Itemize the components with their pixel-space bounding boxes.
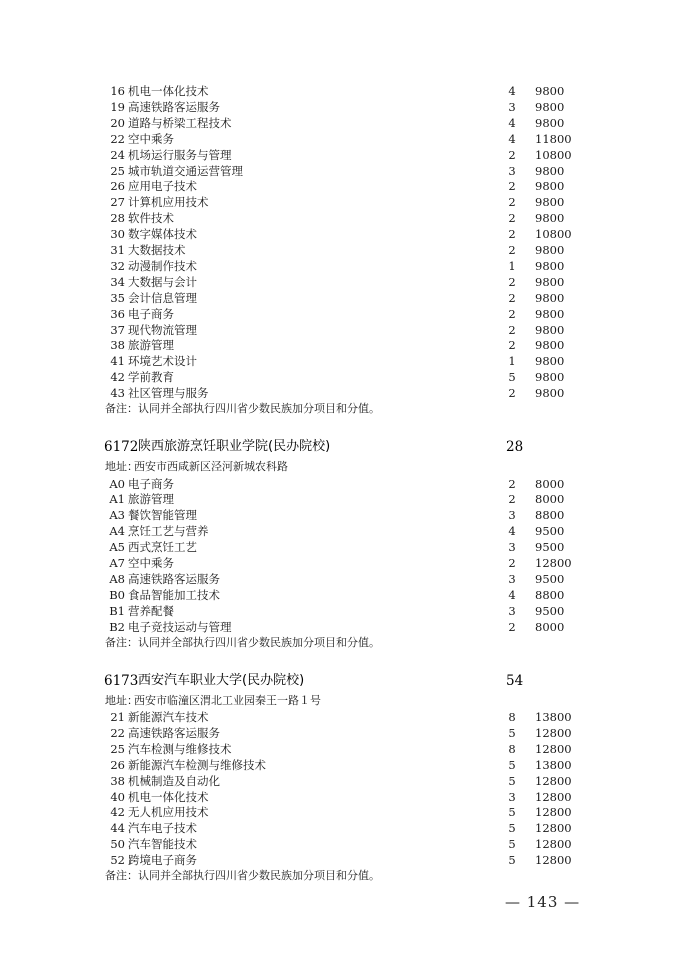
major-name: 空中乘务 xyxy=(128,556,174,570)
major-row xyxy=(0,258,680,274)
major-name: 旅游管理 xyxy=(128,492,174,507)
major-code: A7 xyxy=(109,556,125,570)
section-header xyxy=(0,671,680,691)
enrollment-count: 5 xyxy=(508,821,516,836)
major-name: 新能源汽车技术 xyxy=(128,710,209,724)
address-value: 西安市临潼区渭北工业园秦王一路１号 xyxy=(134,693,321,707)
tuition-fee: 11800 xyxy=(535,131,572,146)
major-code: 16 xyxy=(110,84,125,98)
tuition-fee: 9800 xyxy=(535,163,565,178)
major-name: 软件技术 xyxy=(128,211,174,226)
tuition-fee: 12800 xyxy=(535,853,572,868)
enrollment-count: 4 xyxy=(508,524,516,539)
tuition-fee: 8000 xyxy=(535,476,565,491)
major-name: 电子商务 xyxy=(128,476,174,491)
major-name: 跨境电子商务 xyxy=(128,853,197,868)
school-code: 6172 xyxy=(104,439,139,455)
major-code: 22 xyxy=(110,131,125,146)
major-row xyxy=(0,820,680,836)
tuition-fee: 9500 xyxy=(535,571,565,586)
school-address xyxy=(0,459,680,475)
major-row xyxy=(0,353,680,369)
section-note xyxy=(0,868,680,884)
major-name: 高速铁路客运服务 xyxy=(128,99,220,114)
major-name: 餐饮智能管理 xyxy=(128,508,197,523)
major-row xyxy=(0,804,680,820)
enrollment-count: 2 xyxy=(508,338,516,353)
school-code: 6173 xyxy=(104,672,139,689)
major-row xyxy=(0,773,680,789)
major-code: B0 xyxy=(109,587,125,602)
enrollment-count: 2 xyxy=(508,619,516,634)
enrollment-count: 3 xyxy=(508,603,516,618)
major-code: 22 xyxy=(110,725,125,740)
major-code: A4 xyxy=(109,524,125,539)
tuition-fee: 12800 xyxy=(535,789,572,804)
address-label: 地址： xyxy=(105,460,138,473)
major-row xyxy=(0,507,680,523)
major-code: 50 xyxy=(110,837,125,852)
major-name: 社区管理与服务 xyxy=(128,386,209,401)
major-row xyxy=(0,178,680,194)
page-number: — 143 — xyxy=(505,893,581,911)
major-name: 烹饪工艺与营养 xyxy=(128,524,209,539)
enrollment-count: 2 xyxy=(508,227,516,242)
major-name: 会计信息管理 xyxy=(128,290,197,305)
enrollment-count: 3 xyxy=(508,163,516,178)
enrollment-count: 2 xyxy=(508,274,516,289)
major-code: 32 xyxy=(110,258,125,273)
major-code: 36 xyxy=(110,306,125,321)
major-code: 21 xyxy=(110,710,125,724)
major-name: 空中乘务 xyxy=(128,131,174,146)
school-address xyxy=(0,693,680,709)
major-code: A8 xyxy=(109,571,125,586)
major-row xyxy=(0,83,680,99)
enrollment-count: 5 xyxy=(508,805,516,820)
major-code: 25 xyxy=(110,741,125,756)
major-code: 38 xyxy=(110,338,125,353)
major-row xyxy=(0,369,680,385)
major-row xyxy=(0,741,680,757)
major-code: A1 xyxy=(109,492,125,507)
major-name: 大数据与会计 xyxy=(128,274,197,289)
major-name: 高速铁路客运服务 xyxy=(128,571,220,586)
tuition-fee: 8800 xyxy=(535,587,565,602)
tuition-fee: 12800 xyxy=(535,821,572,836)
major-code: 34 xyxy=(110,274,125,289)
major-row xyxy=(0,306,680,322)
enrollment-count: 2 xyxy=(508,492,516,507)
enrollment-count: 5 xyxy=(508,370,516,385)
major-code: A3 xyxy=(109,508,125,523)
major-row xyxy=(0,322,680,338)
major-row xyxy=(0,709,680,725)
major-code: 26 xyxy=(110,757,125,772)
tuition-fee: 9500 xyxy=(535,524,565,539)
enrollment-count: 2 xyxy=(508,243,516,257)
tuition-fee: 9500 xyxy=(535,603,565,618)
major-name: 机场运行服务与管理 xyxy=(128,147,232,162)
major-code: 37 xyxy=(110,322,125,337)
major-row xyxy=(0,476,680,492)
major-name: 电子竞技运动与管理 xyxy=(128,619,232,634)
major-name: 大数据技术 xyxy=(128,243,186,257)
enrollment-count: 5 xyxy=(508,757,516,772)
major-name: 西式烹饪工艺 xyxy=(128,540,197,555)
major-name: 汽车电子技术 xyxy=(128,821,197,836)
major-row xyxy=(0,852,680,868)
enrollment-count: 4 xyxy=(508,84,516,98)
major-row xyxy=(0,539,680,555)
tuition-fee: 13800 xyxy=(535,757,572,772)
tuition-fee: 12800 xyxy=(535,837,572,852)
tuition-fee: 8000 xyxy=(535,492,565,507)
major-name: 环境艺术设计 xyxy=(128,354,197,369)
major-code: 38 xyxy=(110,773,125,788)
enrollment-count: 2 xyxy=(508,211,516,226)
major-row xyxy=(0,115,680,131)
school-name: 西安汽车职业大学(民办院校) xyxy=(138,672,305,688)
school-total-count: 28 xyxy=(506,439,524,455)
major-name: 汽车智能技术 xyxy=(128,837,197,852)
major-name: 机电一体化技术 xyxy=(128,789,209,804)
enrollment-count: 2 xyxy=(508,306,516,321)
enrollment-count: 1 xyxy=(508,258,516,273)
address-label: 地址： xyxy=(105,693,138,707)
tuition-fee: 12800 xyxy=(535,773,572,788)
major-row xyxy=(0,99,680,115)
major-code: 52 xyxy=(110,853,125,868)
major-name: 数字媒体技术 xyxy=(128,227,197,242)
major-code: 26 xyxy=(110,179,125,194)
major-code: A5 xyxy=(109,540,125,555)
major-row xyxy=(0,757,680,773)
major-name: 城市轨道交通运营管理 xyxy=(128,163,243,178)
major-row xyxy=(0,274,680,290)
note-text: 备注：认同并全部执行四川省少数民族加分项目和分值。 xyxy=(105,869,380,882)
section-note xyxy=(0,401,680,417)
major-code: 44 xyxy=(110,821,125,836)
major-code: 20 xyxy=(110,115,125,130)
enrollment-count: 4 xyxy=(508,587,516,602)
major-name: 营养配餐 xyxy=(128,603,174,618)
tuition-fee: 9800 xyxy=(535,306,565,321)
major-row xyxy=(0,571,680,587)
major-name: 机械制造及自动化 xyxy=(128,773,220,788)
tuition-fee: 9800 xyxy=(535,211,565,226)
major-row xyxy=(0,290,680,306)
major-code: 40 xyxy=(110,789,125,804)
major-row xyxy=(0,555,680,571)
tuition-fee: 9800 xyxy=(535,258,565,273)
major-row xyxy=(0,836,680,852)
tuition-fee: 9800 xyxy=(535,274,565,289)
tuition-fee: 12800 xyxy=(535,556,572,570)
major-code: B2 xyxy=(109,619,125,634)
enrollment-count: 1 xyxy=(508,354,516,369)
tuition-fee: 12800 xyxy=(535,741,572,756)
major-code: A0 xyxy=(109,476,125,491)
major-name: 高速铁路客运服务 xyxy=(128,725,220,740)
major-code: 19 xyxy=(110,99,125,114)
enrollment-count: 8 xyxy=(508,710,516,724)
tuition-fee: 9800 xyxy=(535,370,565,385)
tuition-fee: 8000 xyxy=(535,619,565,634)
enrollment-count: 3 xyxy=(508,540,516,555)
tuition-fee: 10800 xyxy=(535,147,572,162)
major-code: 28 xyxy=(110,211,125,226)
major-row xyxy=(0,163,680,179)
enrollment-count: 2 xyxy=(508,195,516,210)
enrollment-count: 5 xyxy=(508,853,516,868)
enrollment-count: 5 xyxy=(508,837,516,852)
major-code: 35 xyxy=(110,290,125,305)
tuition-fee: 12800 xyxy=(535,725,572,740)
tuition-fee: 9800 xyxy=(535,115,565,130)
major-name: 汽车检测与维修技术 xyxy=(128,741,232,756)
school-total-count: 54 xyxy=(506,672,524,689)
major-name: 现代物流管理 xyxy=(128,322,197,337)
major-code: 41 xyxy=(110,354,125,369)
tuition-fee: 9800 xyxy=(535,179,565,194)
enrollment-count: 5 xyxy=(508,773,516,788)
tuition-fee: 9800 xyxy=(535,386,565,401)
major-row xyxy=(0,619,680,635)
tuition-fee: 9800 xyxy=(535,195,565,210)
major-row xyxy=(0,210,680,226)
major-code: 43 xyxy=(110,386,125,401)
major-code: 42 xyxy=(110,805,125,820)
tuition-fee: 9800 xyxy=(535,338,565,353)
major-row xyxy=(0,147,680,163)
major-code: 31 xyxy=(110,243,125,257)
major-row xyxy=(0,725,680,741)
school-name: 陕西旅游烹饪职业学院(民办院校) xyxy=(138,439,331,454)
tuition-fee: 9800 xyxy=(535,243,565,257)
enrollment-count: 8 xyxy=(508,741,516,756)
enrollment-count: 2 xyxy=(508,476,516,491)
enrollment-count: 2 xyxy=(508,290,516,305)
tuition-fee: 9800 xyxy=(535,290,565,305)
major-row xyxy=(0,131,680,147)
tuition-fee: 9800 xyxy=(535,354,565,369)
major-code: 42 xyxy=(110,370,125,385)
major-name: 计算机应用技术 xyxy=(128,195,209,210)
major-code: 27 xyxy=(110,195,125,210)
major-row xyxy=(0,603,680,619)
major-row xyxy=(0,789,680,805)
enrollment-count: 4 xyxy=(508,131,516,146)
enrollment-count: 4 xyxy=(508,115,516,130)
major-name: 新能源汽车检测与维修技术 xyxy=(128,757,266,772)
tuition-fee: 9800 xyxy=(535,322,565,337)
major-row xyxy=(0,337,680,353)
enrollment-count: 2 xyxy=(508,322,516,337)
major-code: 24 xyxy=(110,147,125,162)
major-name: 学前教育 xyxy=(128,370,174,385)
major-name: 无人机应用技术 xyxy=(128,805,209,820)
enrollment-count: 3 xyxy=(508,99,516,114)
enrollment-count: 5 xyxy=(508,725,516,740)
enrollment-count: 2 xyxy=(508,556,516,570)
enrollment-count: 2 xyxy=(508,386,516,401)
major-row xyxy=(0,242,680,258)
major-row xyxy=(0,385,680,401)
major-name: 动漫制作技术 xyxy=(128,258,197,273)
enrollment-count: 3 xyxy=(508,508,516,523)
section-note xyxy=(0,635,680,651)
major-name: 道路与桥梁工程技术 xyxy=(128,115,232,130)
enrollment-count: 3 xyxy=(508,571,516,586)
major-row xyxy=(0,491,680,507)
major-row xyxy=(0,523,680,539)
major-name: 机电一体化技术 xyxy=(128,84,209,98)
major-name: 电子商务 xyxy=(128,306,174,321)
enrollment-count: 3 xyxy=(508,789,516,804)
section-header xyxy=(0,437,680,457)
major-name: 食品智能加工技术 xyxy=(128,587,220,602)
tuition-fee: 10800 xyxy=(535,227,572,242)
major-row xyxy=(0,587,680,603)
address-value: 西安市西咸新区泾河新城农科路 xyxy=(134,460,288,473)
major-code: 25 xyxy=(110,163,125,178)
major-name: 应用电子技术 xyxy=(128,179,197,194)
major-name: 旅游管理 xyxy=(128,338,174,353)
note-text: 备注：认同并全部执行四川省少数民族加分项目和分值。 xyxy=(105,635,380,649)
note-text: 备注：认同并全部执行四川省少数民族加分项目和分值。 xyxy=(105,402,380,415)
major-row xyxy=(0,226,680,242)
tuition-fee: 12800 xyxy=(535,805,572,820)
enrollment-count: 2 xyxy=(508,147,516,162)
tuition-fee: 9800 xyxy=(535,84,565,98)
major-code: B1 xyxy=(109,603,125,618)
tuition-fee: 9800 xyxy=(535,99,565,114)
enrollment-count: 2 xyxy=(508,179,516,194)
major-row xyxy=(0,194,680,210)
tuition-fee: 8800 xyxy=(535,508,565,523)
tuition-fee: 9500 xyxy=(535,540,565,555)
tuition-fee: 13800 xyxy=(535,710,572,724)
major-code: 30 xyxy=(110,227,125,242)
